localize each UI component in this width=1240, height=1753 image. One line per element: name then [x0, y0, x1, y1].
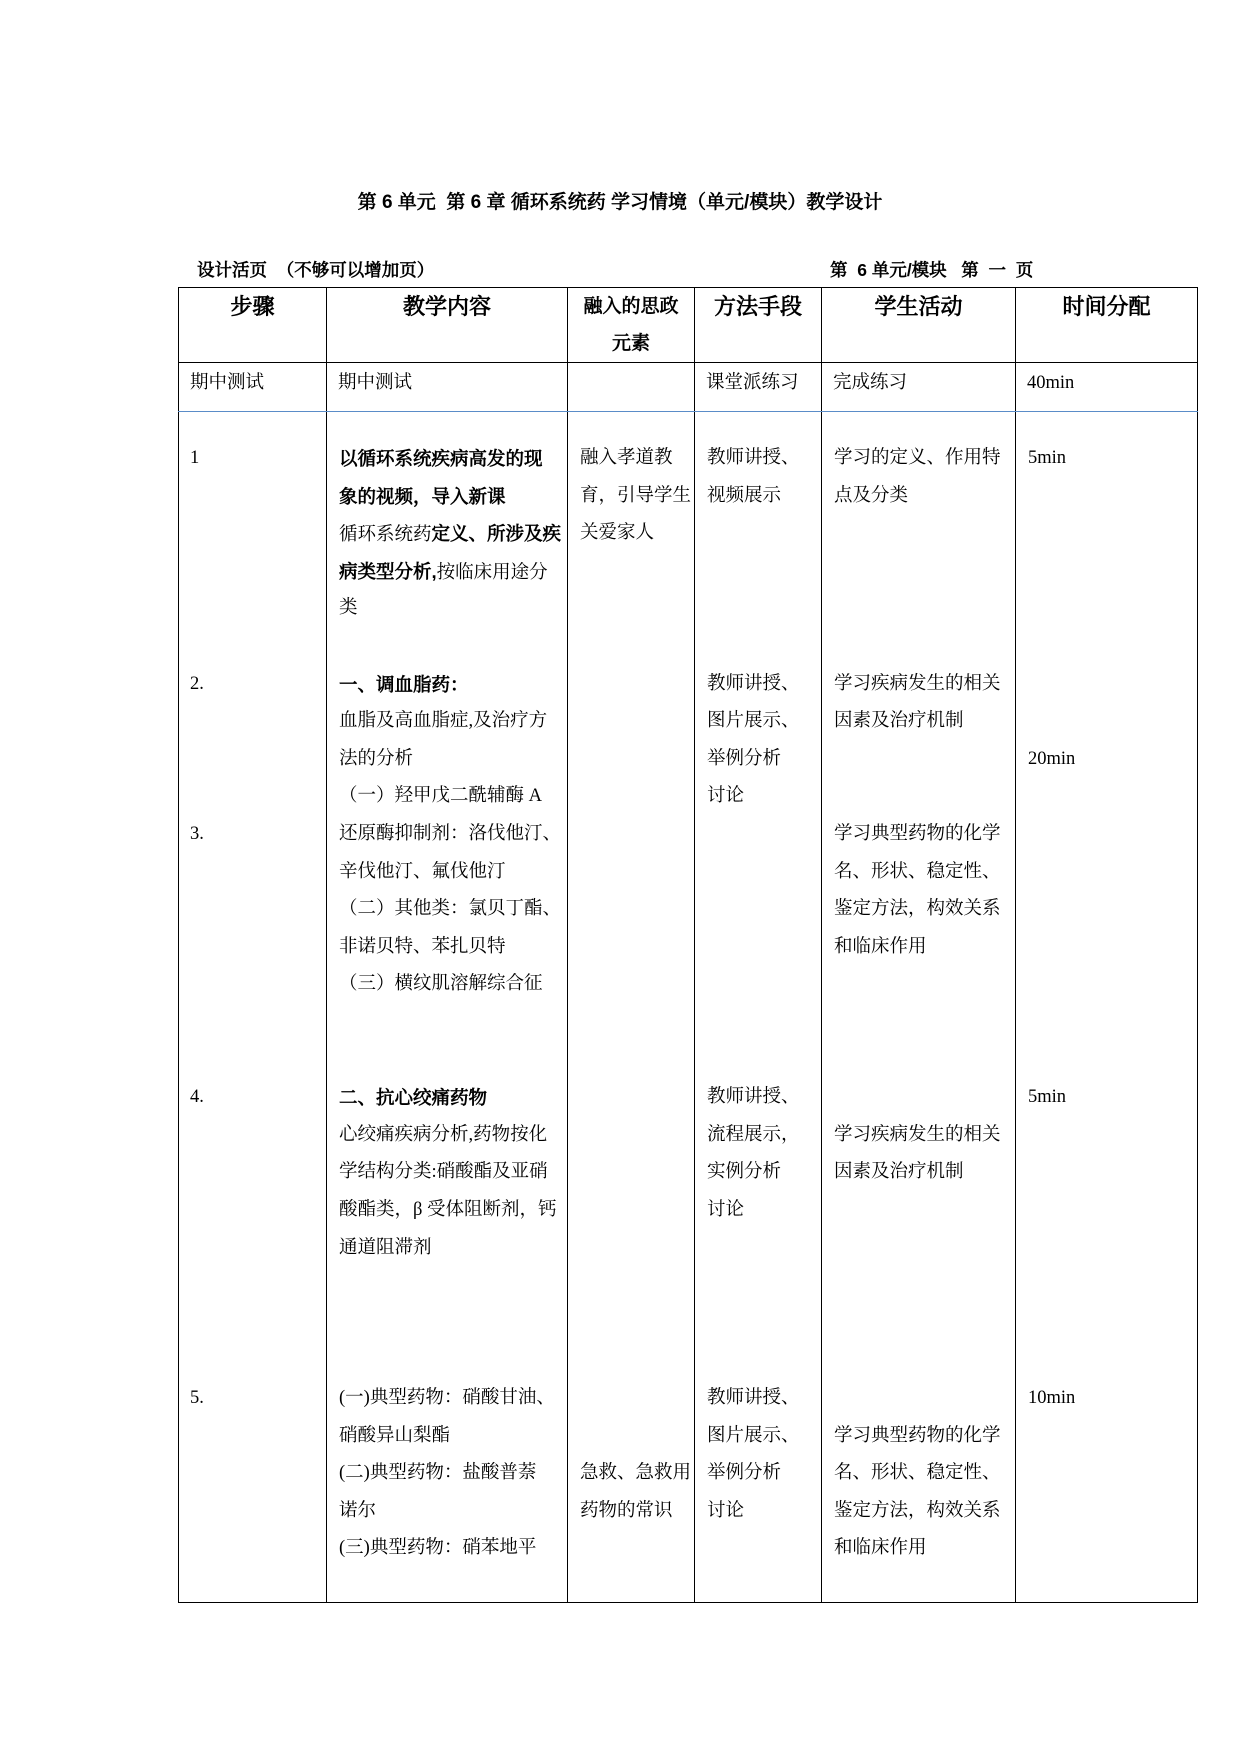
page-indicator: 第 6 单元/模块 第 一 页 [830, 260, 1034, 280]
method-line: 图片展示、 [707, 1425, 800, 1446]
content-line: 学结构分类:硝酸酯及亚硝 [339, 1162, 548, 1183]
header-time: 时间分配 [1016, 288, 1198, 363]
midterm-activity-cell: 完成练习 [822, 363, 1016, 412]
method-block [707, 666, 800, 816]
content-heading: 二、抗心绞痛药物 [339, 1087, 488, 1109]
method-line: 教师讲授、 [707, 1388, 800, 1408]
activity-block [834, 816, 1001, 966]
method-cell [695, 412, 822, 1603]
ideology-line: 融入孝道教 [580, 448, 673, 468]
header-step: 步骤 [179, 288, 327, 363]
content-cell-inner [327, 412, 567, 1601]
time-value: 5min [1028, 1087, 1067, 1108]
header-ideology-line: 融入的思政 [583, 296, 679, 317]
content-line: （三）横纹肌溶解综合征 [339, 974, 543, 995]
ideology-line: 关爱家人 [580, 523, 655, 544]
activity-line: 学习疾病发生的相关 [834, 673, 1001, 694]
step-number: 3. [190, 824, 204, 844]
content-line: （二）其他类：氯贝丁酯、 [339, 899, 562, 920]
content-segment-bold: 定义、所涉及疾 [431, 523, 562, 545]
content-block-angina [339, 1079, 557, 1267]
activity-line: 学习疾病发生的相关 [834, 1124, 1001, 1145]
content-line: 血脂及高血脂症,及治疗方 [339, 711, 548, 732]
activity-block [834, 666, 1001, 741]
ideology-line: 育，引导学生 [580, 485, 692, 506]
ideology-line: 急救、急救用 [580, 1463, 692, 1484]
content-line: 法的分析 [339, 748, 414, 769]
activity-cell [822, 412, 1016, 1603]
method-line: 实例分析 [707, 1162, 782, 1183]
lesson-body-row [179, 412, 1198, 1603]
activity-line: 名、形状、稳定性、 [834, 861, 1001, 882]
activity-block [834, 440, 1001, 515]
midterm-step-cell: 期中测试 [179, 363, 327, 412]
activity-line: 学习典型药物的化学 [834, 1425, 1001, 1446]
method-line: 教师讲授、 [707, 673, 800, 694]
step-number: 4. [190, 1087, 204, 1108]
content-line: 类 [339, 598, 358, 619]
activity-line: 因素及治疗机制 [834, 1162, 964, 1183]
content-line: 硝酸异山梨酯 [339, 1425, 451, 1446]
method-line: 举例分析 [707, 1463, 782, 1484]
method-line: 流程展示， [707, 1124, 800, 1145]
method-line: 讨论 [707, 1199, 745, 1220]
method-block [707, 440, 800, 515]
content-block-typical-drugs [339, 1380, 555, 1568]
content-block-intro [339, 440, 561, 628]
content-line: 以循环系统疾病高发的现 [339, 448, 543, 469]
method-line: 视频展示 [707, 485, 782, 506]
document-title: 第 6 单元 第 6 章 循环系统药 学习情境（单元/模块）教学设计 [357, 192, 883, 213]
method-cell-inner [695, 412, 821, 1601]
content-line: (三)典型药物：硝苯地平 [339, 1538, 537, 1559]
header-ideology [568, 288, 695, 363]
midterm-row [179, 363, 1198, 412]
header-content: 教学内容 [327, 288, 568, 363]
content-line: (二)典型药物：盐酸普萘 [339, 1463, 537, 1484]
teaching-design-table [178, 287, 1198, 1603]
table-header-row [179, 288, 1198, 363]
header-ideology-line: 元素 [611, 333, 650, 354]
content-line: 象的视频，导入新课 [339, 485, 506, 507]
ideology-cell [568, 412, 695, 1603]
method-line: 讨论 [707, 786, 745, 807]
activity-line: 和临床作用 [834, 936, 927, 957]
activity-line: 学习的定义、作用特 [834, 448, 1001, 468]
content-line: 诺尔 [339, 1500, 377, 1521]
activity-block [834, 1117, 1001, 1192]
ideology-line: 药物的常识 [580, 1500, 673, 1521]
midterm-method-cell: 课堂派练习 [695, 363, 822, 412]
content-line: 辛伐他汀、氟伐他汀 [339, 861, 506, 882]
content-line [339, 515, 561, 553]
ideology-block-first-aid [580, 1455, 691, 1530]
content-segment: 循环系统药 [339, 525, 432, 546]
method-line: 教师讲授、 [707, 448, 800, 468]
content-line: 通道阻滞剂 [339, 1237, 432, 1258]
method-line: 举例分析 [707, 748, 782, 769]
step-cell [179, 412, 327, 1603]
time-value: 10min [1028, 1388, 1076, 1408]
content-line: 非诺贝特、苯扎贝特 [339, 936, 506, 957]
activity-line: 鉴定方法，构效关系 [834, 1500, 1001, 1521]
method-block [707, 1380, 800, 1530]
step-cell-inner [179, 412, 326, 1601]
ideology-cell-inner [568, 412, 694, 1601]
activity-line: 和临床作用 [834, 1538, 927, 1559]
midterm-content-cell: 期中测试 [327, 363, 568, 412]
activity-block [834, 1418, 1001, 1568]
step-number: 1 [190, 448, 200, 468]
step-number: 5. [190, 1388, 204, 1408]
time-value: 5min [1028, 448, 1067, 468]
time-value: 20min [1028, 748, 1076, 769]
header-activity: 学生活动 [822, 288, 1016, 363]
activity-line: 因素及治疗机制 [834, 711, 964, 732]
time-cell-inner [1016, 412, 1197, 1601]
content-segment-bold: 病类型分析, [339, 560, 437, 582]
method-line: 图片展示、 [707, 711, 800, 732]
content-cell [327, 412, 568, 1603]
content-line: 酸酯类，β 受体阻断剂，钙 [339, 1199, 557, 1220]
activity-cell-inner [822, 412, 1015, 1601]
activity-line: 鉴定方法，构效关系 [834, 899, 1001, 920]
content-line [339, 553, 561, 591]
content-line: 心绞痛疾病分析,药物按化 [339, 1124, 548, 1145]
method-line: 讨论 [707, 1500, 745, 1521]
midterm-ideology-cell [568, 363, 695, 412]
activity-line: 点及分类 [834, 485, 909, 506]
design-sheet-note: 设计活页 （不够可以增加页） [197, 260, 435, 280]
content-line: (一)典型药物：硝酸甘油、 [339, 1388, 555, 1408]
time-cell [1016, 412, 1198, 1603]
header-method: 方法手段 [695, 288, 822, 363]
content-line: 还原酶抑制剂：洛伐他汀、 [339, 823, 562, 844]
midterm-time-cell: 40min [1016, 363, 1198, 412]
content-segment: 按临床用途分 [436, 562, 548, 583]
activity-line: 学习典型药物的化学 [834, 824, 1001, 844]
method-line: 教师讲授、 [707, 1087, 800, 1108]
step-number: 2. [190, 673, 204, 694]
content-line: （一）羟甲戊二酰辅酶 A [339, 786, 542, 807]
activity-line: 名、形状、稳定性、 [834, 1463, 1001, 1484]
content-block-lipid [339, 666, 561, 1004]
content-heading: 一、调血脂药： [339, 673, 469, 695]
method-block [707, 1079, 800, 1229]
ideology-block-filial-piety [580, 440, 691, 553]
